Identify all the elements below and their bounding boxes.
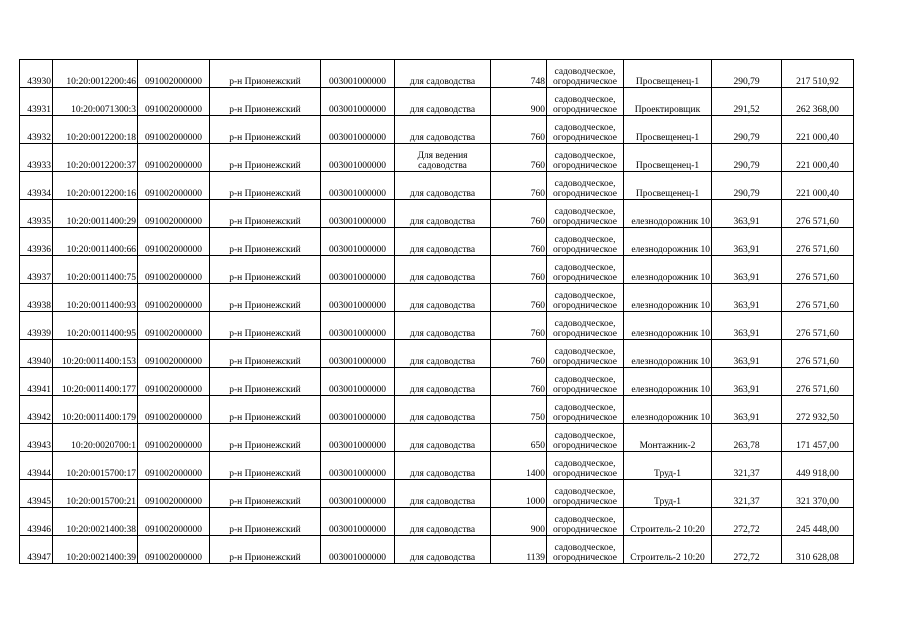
territory-code-cell: 091002000000 [138, 368, 210, 396]
district-cell: р-н Прионежский [210, 256, 321, 284]
land-category-line1: садоводческое, [554, 95, 616, 105]
district-cell: р-н Прионежский [210, 508, 321, 536]
land-category-cell [547, 144, 624, 172]
row-number-cell: 43932 [20, 116, 53, 144]
land-category-line2: огородническое [552, 133, 618, 143]
cadastral-number-cell: 10:20:0011400:29 [53, 200, 138, 228]
okato-code-cell: 003001000000 [321, 200, 395, 228]
row-number-cell: 43939 [20, 312, 53, 340]
cadastral-value-cell: 276 571,60 [782, 340, 854, 368]
land-category-cell [547, 536, 624, 564]
area-cell: 760 [491, 312, 547, 340]
row-number-cell: 43930 [20, 60, 53, 88]
area-cell: 760 [491, 228, 547, 256]
land-parcel-table [19, 59, 854, 564]
land-category-line2: огородническое [552, 273, 618, 283]
unit-price-cell: 272,72 [712, 536, 782, 564]
territory-code-cell: 091002000000 [138, 340, 210, 368]
cadastral-number-cell: 10:20:0071300:3 [53, 88, 138, 116]
okato-code-cell: 003001000000 [321, 172, 395, 200]
territory-code-cell: 091002000000 [138, 256, 210, 284]
land-category-line2: огородническое [552, 357, 618, 367]
cadastral-number-cell: 10:20:0012200:37 [53, 144, 138, 172]
land-category-line2: огородническое [552, 329, 618, 339]
land-category-line2: огородническое [552, 413, 618, 423]
cadastral-number-cell: 10:20:0011400:75 [53, 256, 138, 284]
area-cell: 760 [491, 144, 547, 172]
district-cell: р-н Прионежский [210, 116, 321, 144]
area-cell: 1000 [491, 480, 547, 508]
settlement-cell: Просвещенец-1 [624, 172, 712, 200]
cadastral-value-cell: 321 370,00 [782, 480, 854, 508]
cadastral-value-cell: 262 368,00 [782, 88, 854, 116]
unit-price-cell: 290,79 [712, 60, 782, 88]
okato-code-cell: 003001000000 [321, 452, 395, 480]
unit-price-cell: 363,91 [712, 340, 782, 368]
cadastral-number-cell: 10:20:0011400:66 [53, 228, 138, 256]
okato-code-cell: 003001000000 [321, 256, 395, 284]
settlement-cell: елезнодорожник 10 [624, 340, 712, 368]
row-number-cell: 43934 [20, 172, 53, 200]
table-row [20, 228, 854, 256]
district-cell: р-н Прионежский [210, 172, 321, 200]
land-category-cell [547, 508, 624, 536]
cadastral-value-cell: 310 628,08 [782, 536, 854, 564]
territory-code-cell: 091002000000 [138, 284, 210, 312]
land-category-line1: садоводческое, [554, 459, 616, 469]
permitted-use-cell: для садоводства [395, 452, 491, 480]
row-number-cell: 43937 [20, 256, 53, 284]
land-category-cell [547, 172, 624, 200]
row-number-cell: 43935 [20, 200, 53, 228]
unit-price-cell: 363,91 [712, 284, 782, 312]
okato-code-cell: 003001000000 [321, 228, 395, 256]
cadastral-number-cell: 10:20:0011400:95 [53, 312, 138, 340]
okato-code-cell: 003001000000 [321, 144, 395, 172]
table-row [20, 256, 854, 284]
cadastral-value-cell: 221 000,40 [782, 172, 854, 200]
okato-code-cell: 003001000000 [321, 312, 395, 340]
okato-code-cell: 003001000000 [321, 60, 395, 88]
table-row [20, 508, 854, 536]
okato-code-cell: 003001000000 [321, 396, 395, 424]
cadastral-number-cell: 10:20:0011400:177 [53, 368, 138, 396]
territory-code-cell: 091002000000 [138, 200, 210, 228]
land-category-line1: садоводческое, [554, 319, 616, 329]
cadastral-number-cell: 10:20:0012200:46 [53, 60, 138, 88]
cadastral-value-cell: 245 448,00 [782, 508, 854, 536]
table-row [20, 144, 854, 172]
row-number-cell: 43947 [20, 536, 53, 564]
settlement-cell: Труд-1 [624, 480, 712, 508]
settlement-cell: елезнодорожник 10 [624, 396, 712, 424]
table-row [20, 172, 854, 200]
district-cell: р-н Прионежский [210, 480, 321, 508]
row-number-cell: 43942 [20, 396, 53, 424]
settlement-cell: елезнодорожник 10 [624, 256, 712, 284]
territory-code-cell: 091002000000 [138, 480, 210, 508]
okato-code-cell: 003001000000 [321, 424, 395, 452]
okato-code-cell: 003001000000 [321, 88, 395, 116]
district-cell: р-н Прионежский [210, 424, 321, 452]
cadastral-number-cell: 10:20:0020700:1 [53, 424, 138, 452]
territory-code-cell: 091002000000 [138, 452, 210, 480]
permitted-use-cell: для садоводства [395, 368, 491, 396]
table-row [20, 200, 854, 228]
row-number-cell: 43938 [20, 284, 53, 312]
okato-code-cell: 003001000000 [321, 284, 395, 312]
settlement-cell: Труд-1 [624, 452, 712, 480]
okato-code-cell: 003001000000 [321, 536, 395, 564]
okato-code-cell: 003001000000 [321, 480, 395, 508]
district-cell: р-н Прионежский [210, 452, 321, 480]
territory-code-cell: 091002000000 [138, 396, 210, 424]
land-category-cell [547, 256, 624, 284]
land-category-cell [547, 200, 624, 228]
land-category-line2: огородническое [552, 217, 618, 227]
cadastral-value-cell: 221 000,40 [782, 144, 854, 172]
land-category-line2: огородническое [552, 161, 618, 171]
unit-price-cell: 321,37 [712, 480, 782, 508]
area-cell: 760 [491, 200, 547, 228]
area-cell: 760 [491, 116, 547, 144]
table-row [20, 536, 854, 564]
table-row [20, 60, 854, 88]
table-row [20, 424, 854, 452]
district-cell: р-н Прионежский [210, 368, 321, 396]
area-cell: 1400 [491, 452, 547, 480]
cadastral-number-cell: 10:20:0015700:17 [53, 452, 138, 480]
district-cell: р-н Прионежский [210, 144, 321, 172]
table-row [20, 340, 854, 368]
unit-price-cell: 263,78 [712, 424, 782, 452]
cadastral-number-cell: 10:20:0011400:153 [53, 340, 138, 368]
unit-price-cell: 363,91 [712, 200, 782, 228]
table-row [20, 368, 854, 396]
land-category-line1: садоводческое, [554, 403, 616, 413]
land-category-line1: садоводческое, [554, 347, 616, 357]
district-cell: р-н Прионежский [210, 60, 321, 88]
cadastral-value-cell: 276 571,60 [782, 312, 854, 340]
settlement-cell: елезнодорожник 10 [624, 200, 712, 228]
area-cell: 760 [491, 256, 547, 284]
land-category-cell [547, 284, 624, 312]
area-cell: 760 [491, 340, 547, 368]
land-category-line1: садоводческое, [554, 151, 616, 161]
permitted-use-cell: для садоводства [395, 228, 491, 256]
table-row [20, 480, 854, 508]
table-row [20, 116, 854, 144]
district-cell: р-н Прионежский [210, 284, 321, 312]
row-number-cell: 43944 [20, 452, 53, 480]
district-cell: р-н Прионежский [210, 88, 321, 116]
settlement-cell: Просвещенец-1 [624, 144, 712, 172]
land-category-line1: садоводческое, [554, 487, 616, 497]
cadastral-value-cell: 276 571,60 [782, 256, 854, 284]
land-category-line1: садоводческое, [554, 123, 616, 133]
cadastral-number-cell: 10:20:0011400:93 [53, 284, 138, 312]
cadastral-value-cell: 171 457,00 [782, 424, 854, 452]
land-category-cell [547, 60, 624, 88]
cadastral-value-cell: 449 918,00 [782, 452, 854, 480]
land-category-line1: садоводческое, [554, 207, 616, 217]
area-cell: 750 [491, 396, 547, 424]
land-category-line1: садоводческое, [554, 543, 616, 553]
cadastral-number-cell: 10:20:0012200:16 [53, 172, 138, 200]
permitted-use-cell: Для ведения садоводства [395, 144, 491, 172]
settlement-cell: елезнодорожник 10 [624, 284, 712, 312]
territory-code-cell: 091002000000 [138, 424, 210, 452]
unit-price-cell: 363,91 [712, 256, 782, 284]
okato-code-cell: 003001000000 [321, 368, 395, 396]
land-category-cell [547, 116, 624, 144]
unit-price-cell: 291,52 [712, 88, 782, 116]
area-cell: 650 [491, 424, 547, 452]
land-category-line2: огородническое [552, 105, 618, 115]
territory-code-cell: 091002000000 [138, 88, 210, 116]
territory-code-cell: 091002000000 [138, 60, 210, 88]
land-category-cell [547, 340, 624, 368]
settlement-cell: Строитель-2 10:20 [624, 536, 712, 564]
permitted-use-cell: для садоводства [395, 200, 491, 228]
cadastral-number-cell: 10:20:0021400:38 [53, 508, 138, 536]
land-category-line2: огородническое [552, 553, 618, 563]
table-body [20, 60, 854, 564]
permitted-use-cell: для садоводства [395, 508, 491, 536]
settlement-cell: елезнодорожник 10 [624, 368, 712, 396]
row-number-cell: 43940 [20, 340, 53, 368]
row-number-cell: 43936 [20, 228, 53, 256]
district-cell: р-н Прионежский [210, 536, 321, 564]
district-cell: р-н Прионежский [210, 312, 321, 340]
district-cell: р-н Прионежский [210, 340, 321, 368]
land-category-cell [547, 368, 624, 396]
cadastral-number-cell: 10:20:0011400:179 [53, 396, 138, 424]
settlement-cell: Монтажник-2 [624, 424, 712, 452]
unit-price-cell: 363,91 [712, 312, 782, 340]
land-category-line2: огородническое [552, 301, 618, 311]
land-category-cell [547, 480, 624, 508]
settlement-cell: Просвещенец-1 [624, 60, 712, 88]
unit-price-cell: 321,37 [712, 452, 782, 480]
permitted-use-cell: для садоводства [395, 284, 491, 312]
cadastral-value-cell: 276 571,60 [782, 200, 854, 228]
land-category-line2: огородническое [552, 525, 618, 535]
land-category-cell [547, 424, 624, 452]
territory-code-cell: 091002000000 [138, 312, 210, 340]
land-category-cell [547, 452, 624, 480]
unit-price-cell: 363,91 [712, 396, 782, 424]
area-cell: 900 [491, 88, 547, 116]
land-category-line1: садоводческое, [554, 263, 616, 273]
row-number-cell: 43945 [20, 480, 53, 508]
permitted-use-cell: для садоводства [395, 536, 491, 564]
settlement-cell: елезнодорожник 10 [624, 228, 712, 256]
territory-code-cell: 091002000000 [138, 536, 210, 564]
permitted-use-cell: для садоводства [395, 424, 491, 452]
permitted-use-cell: для садоводства [395, 312, 491, 340]
permitted-use-cell: для садоводства [395, 172, 491, 200]
land-category-cell [547, 228, 624, 256]
unit-price-cell: 290,79 [712, 116, 782, 144]
territory-code-cell: 091002000000 [138, 508, 210, 536]
unit-price-cell: 272,72 [712, 508, 782, 536]
permitted-use-cell: для садоводства [395, 396, 491, 424]
land-category-line1: садоводческое, [554, 67, 616, 77]
land-category-line2: огородническое [552, 385, 618, 395]
area-cell: 1139 [491, 536, 547, 564]
cadastral-value-cell: 272 932,50 [782, 396, 854, 424]
land-category-cell [547, 312, 624, 340]
row-number-cell: 43933 [20, 144, 53, 172]
row-number-cell: 43941 [20, 368, 53, 396]
permitted-use-cell: для садоводства [395, 88, 491, 116]
territory-code-cell: 091002000000 [138, 116, 210, 144]
settlement-cell: Строитель-2 10:20 [624, 508, 712, 536]
cadastral-value-cell: 276 571,60 [782, 368, 854, 396]
land-category-line1: садоводческое, [554, 291, 616, 301]
land-category-line1: садоводческое, [554, 431, 616, 441]
district-cell: р-н Прионежский [210, 228, 321, 256]
okato-code-cell: 003001000000 [321, 340, 395, 368]
land-category-line2: огородническое [552, 189, 618, 199]
land-category-line1: садоводческое, [554, 375, 616, 385]
okato-code-cell: 003001000000 [321, 508, 395, 536]
land-category-line1: садоводческое, [554, 179, 616, 189]
settlement-cell: Проектировщик [624, 88, 712, 116]
table-row [20, 452, 854, 480]
cadastral-number-cell: 10:20:0021400:39 [53, 536, 138, 564]
settlement-cell: елезнодорожник 10 [624, 312, 712, 340]
area-cell: 900 [491, 508, 547, 536]
table-row [20, 396, 854, 424]
unit-price-cell: 290,79 [712, 172, 782, 200]
cadastral-value-cell: 221 000,40 [782, 116, 854, 144]
row-number-cell: 43943 [20, 424, 53, 452]
area-cell: 748 [491, 60, 547, 88]
territory-code-cell: 091002000000 [138, 228, 210, 256]
permitted-use-cell: для садоводства [395, 60, 491, 88]
district-cell: р-н Прионежский [210, 396, 321, 424]
settlement-cell: Просвещенец-1 [624, 116, 712, 144]
cadastral-value-cell: 276 571,60 [782, 228, 854, 256]
area-cell: 760 [491, 368, 547, 396]
area-cell: 760 [491, 284, 547, 312]
row-number-cell: 43931 [20, 88, 53, 116]
permitted-use-cell: для садоводства [395, 340, 491, 368]
land-category-line2: огородническое [552, 497, 618, 507]
land-category-line2: огородническое [552, 469, 618, 479]
table-row [20, 88, 854, 116]
permitted-use-cell: для садоводства [395, 480, 491, 508]
permitted-use-cell: для садоводства [395, 256, 491, 284]
district-cell: р-н Прионежский [210, 200, 321, 228]
unit-price-cell: 290,79 [712, 144, 782, 172]
unit-price-cell: 363,91 [712, 368, 782, 396]
land-category-cell [547, 396, 624, 424]
land-category-line2: огородническое [552, 441, 618, 451]
area-cell: 760 [491, 172, 547, 200]
cadastral-number-cell: 10:20:0015700:21 [53, 480, 138, 508]
land-category-line1: садоводческое, [554, 235, 616, 245]
okato-code-cell: 003001000000 [321, 116, 395, 144]
land-category-line2: огородническое [552, 245, 618, 255]
land-category-cell [547, 88, 624, 116]
territory-code-cell: 091002000000 [138, 144, 210, 172]
cadastral-number-cell: 10:20:0012200:18 [53, 116, 138, 144]
cadastral-value-cell: 276 571,60 [782, 284, 854, 312]
territory-code-cell: 091002000000 [138, 172, 210, 200]
table-row [20, 312, 854, 340]
land-category-line2: огородническое [552, 77, 618, 87]
row-number-cell: 43946 [20, 508, 53, 536]
unit-price-cell: 363,91 [712, 228, 782, 256]
table-row [20, 284, 854, 312]
land-category-line1: садоводческое, [554, 515, 616, 525]
cadastral-value-cell: 217 510,92 [782, 60, 854, 88]
permitted-use-cell: для садоводства [395, 116, 491, 144]
